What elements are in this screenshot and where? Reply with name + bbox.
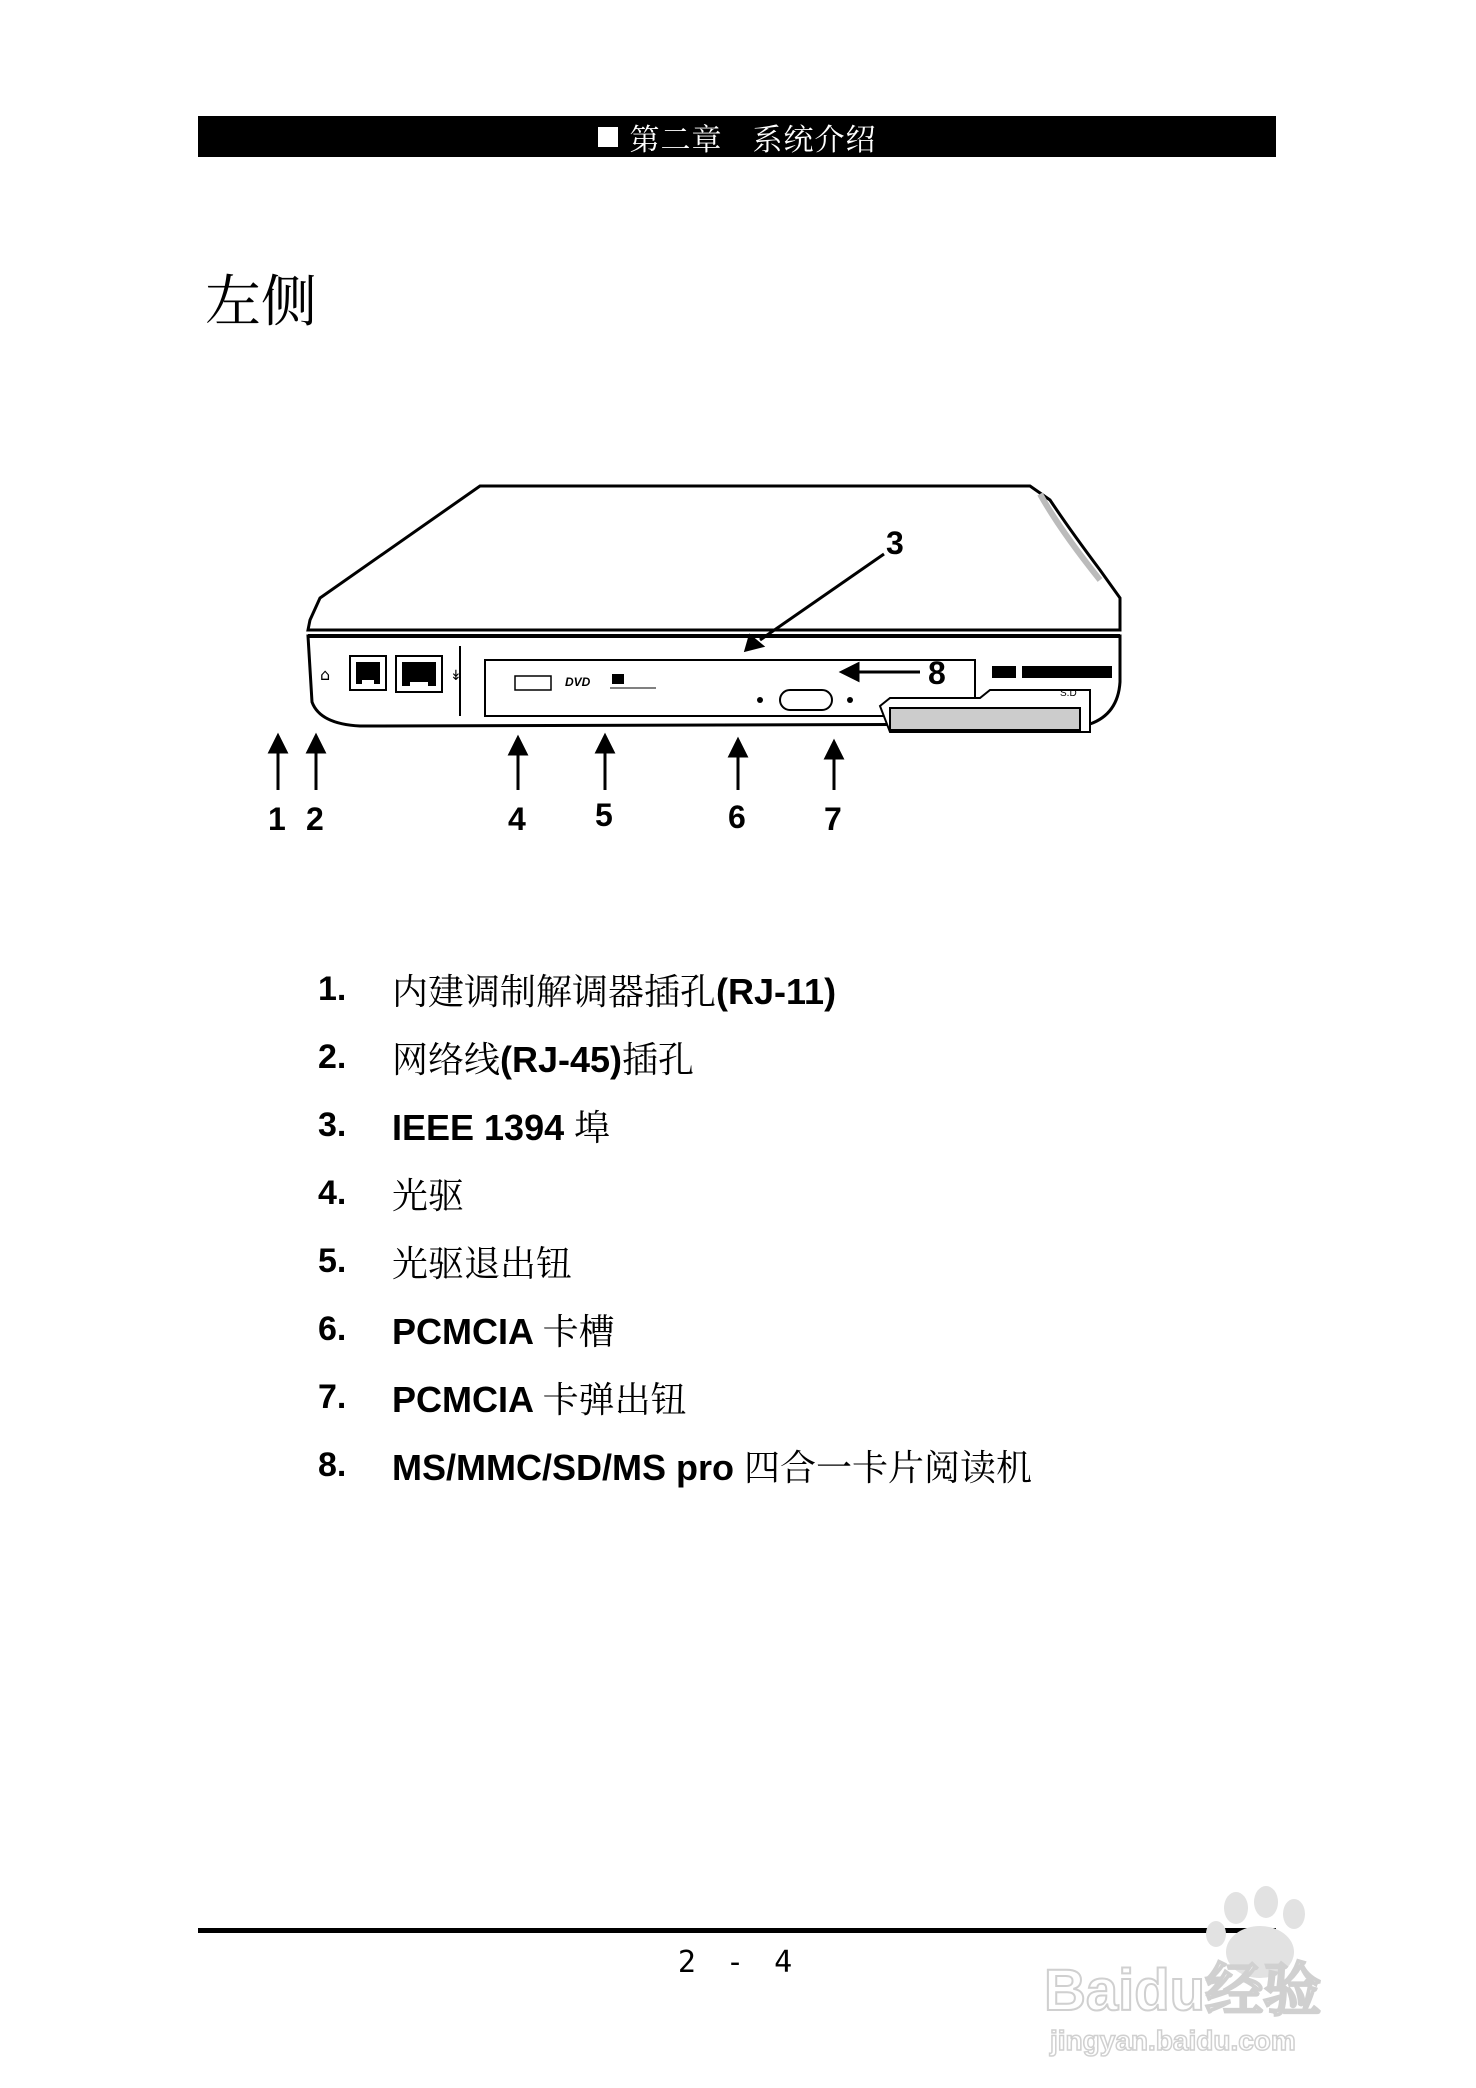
list-item	[318, 1295, 1032, 1363]
chapter-header-bar	[198, 116, 1276, 157]
laptop-left-side-illustration	[260, 470, 1280, 850]
item-number: 2.	[318, 1037, 347, 1076]
callout-5: 5	[595, 797, 613, 833]
drive-eject-button	[780, 690, 832, 710]
item-text: IEEE 1394 埠	[392, 1106, 611, 1149]
callout-7: 7	[824, 801, 842, 837]
laptop-lid	[308, 486, 1120, 630]
list-item	[318, 955, 1032, 1023]
callout-1: 1	[268, 801, 286, 837]
item-number: 8.	[318, 1445, 347, 1484]
item-text: MS/MMC/SD/MS pro 四合一卡片阅读机	[392, 1446, 1032, 1489]
item-number: 6.	[318, 1309, 347, 1348]
page-number: 2 - 4	[677, 1945, 799, 1980]
chapter-title: 系统介绍	[752, 122, 877, 158]
chapter-label: 第二章	[629, 122, 723, 158]
callout-2: 2	[306, 801, 324, 837]
rj45-jack	[396, 656, 442, 692]
list-item	[318, 1023, 1032, 1091]
square-bullet-icon	[598, 127, 618, 147]
list-item	[318, 1091, 1032, 1159]
svg-text:↡: ↡	[450, 668, 462, 684]
item-number: 7.	[318, 1377, 347, 1416]
ieee1394-port	[992, 666, 1016, 678]
card-reader-slot	[1022, 666, 1112, 678]
svg-text:S.D: S.D	[1060, 688, 1077, 699]
watermark-url: jingyan.baidu.com	[1050, 2025, 1296, 2056]
callout-6: 6	[728, 799, 746, 835]
watermark-brand: Baidu经验	[1044, 1958, 1322, 2023]
item-number: 1.	[318, 969, 347, 1008]
item-number: 3.	[318, 1105, 347, 1144]
callout-8: 8	[928, 655, 946, 691]
svg-text:⌂: ⌂	[320, 665, 331, 684]
callout-4: 4	[508, 801, 526, 837]
component-list	[318, 955, 1032, 1499]
list-item	[318, 1363, 1032, 1431]
baidu-jingyan-watermark	[1040, 1868, 1400, 2058]
item-text: PCMCIA 卡槽	[392, 1310, 615, 1353]
list-item	[318, 1227, 1032, 1295]
item-text: 网络线(RJ-45)插孔	[392, 1038, 695, 1081]
svg-text:DVD: DVD	[565, 675, 591, 689]
list-item	[318, 1159, 1032, 1227]
item-text: 光驱	[392, 1175, 465, 1217]
rj11-jack	[350, 656, 386, 690]
item-text: PCMCIA 卡弹出钮	[392, 1378, 687, 1421]
item-number: 5.	[318, 1241, 347, 1280]
callout-3: 3	[886, 525, 904, 561]
item-text: 光驱退出钮	[392, 1243, 573, 1285]
page-title: 左侧	[205, 270, 317, 335]
item-number: 4.	[318, 1173, 347, 1212]
list-item	[318, 1431, 1032, 1499]
item-text: 内建调制解调器插孔(RJ-11)	[392, 970, 837, 1013]
